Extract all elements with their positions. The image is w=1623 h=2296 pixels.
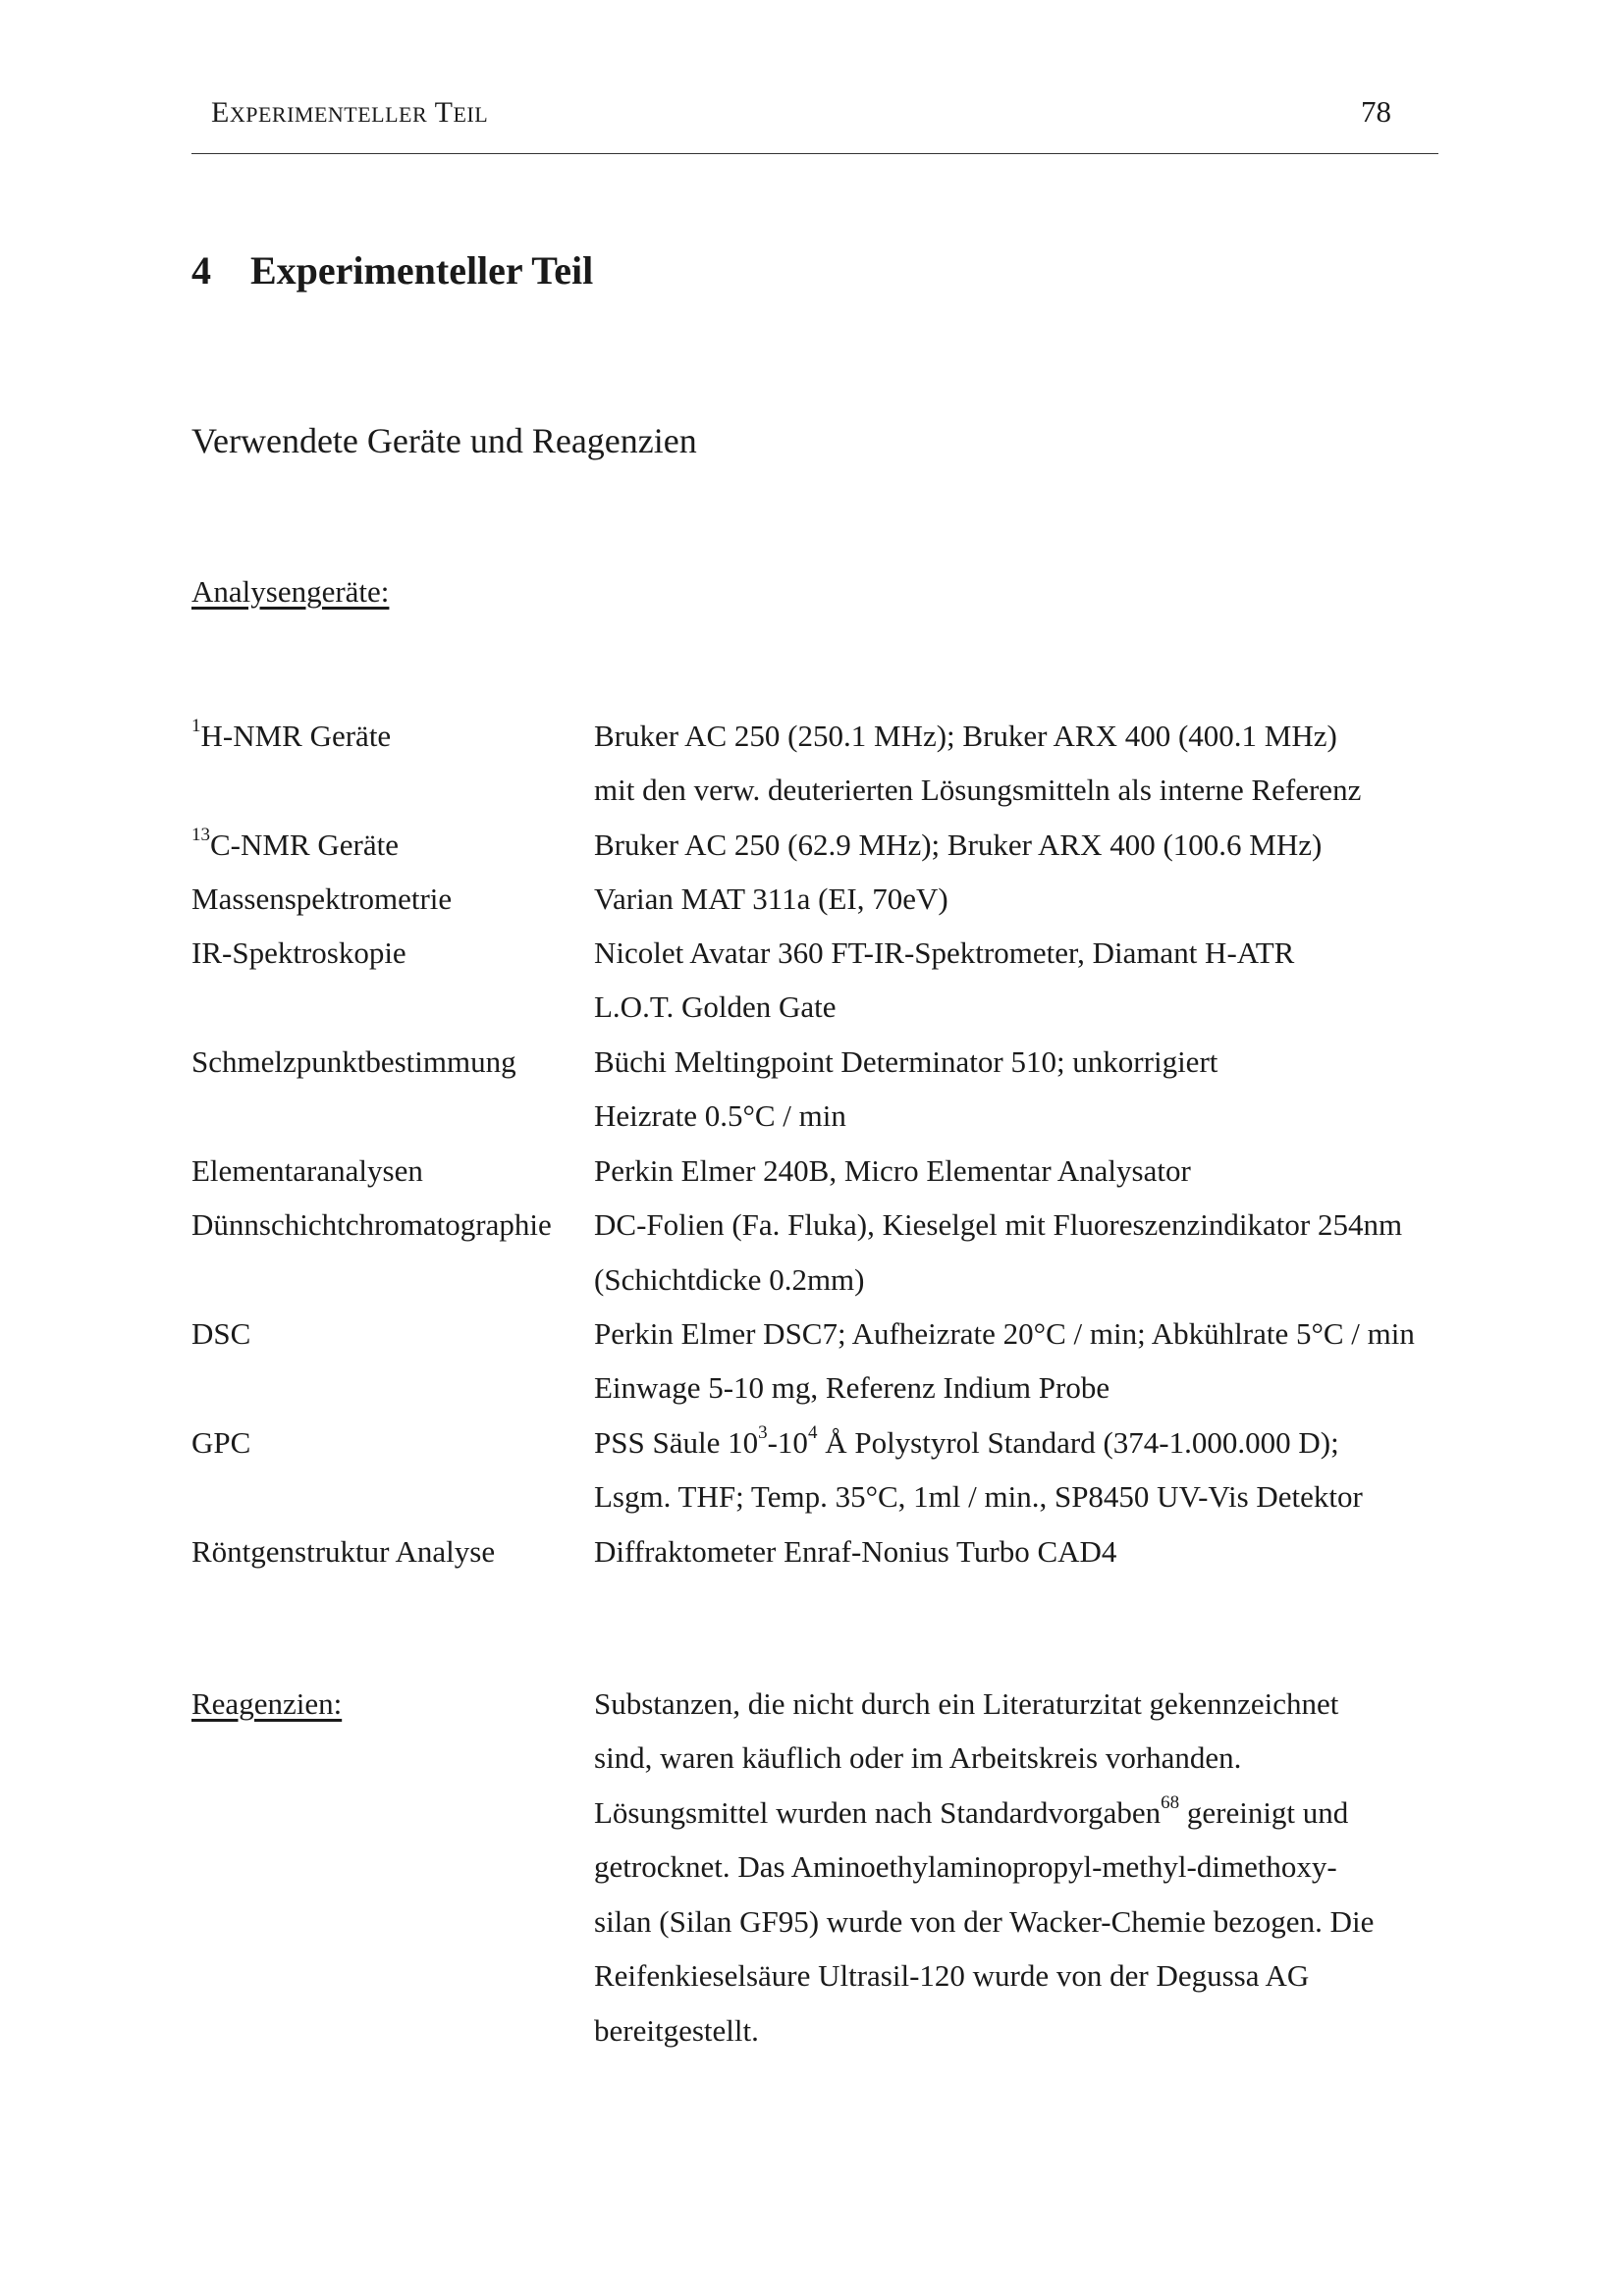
- reagents-text-part: Lösungsmittel wurden nach Standardvorgaben: [594, 1795, 1162, 1830]
- row-label-h-nmr: [191, 716, 392, 754]
- page-number: 78: [1361, 94, 1391, 129]
- row-label: Dünnschichtchromatographie: [191, 1207, 552, 1242]
- row-value: Büchi Meltingpoint Determinator 510; unkorrigiert: [594, 1044, 1218, 1079]
- row-value: Lsgm. THF; Temp. 35°C, 1ml / min., SP8450 UV-Vis Detektor: [594, 1479, 1363, 1514]
- row-value: DC-Folien (Fa. Fluka), Kieselgel mit Fluoreszenzindikator 254nm: [594, 1207, 1403, 1242]
- row-value: L.O.T. Golden Gate: [594, 989, 837, 1024]
- h-nmr-superscript: 1: [191, 716, 201, 736]
- row-value: Nicolet Avatar 360 FT-IR-Spektrometer, Diamant H-ATR: [594, 935, 1295, 970]
- row-label-text: C-NMR Geräte: [210, 828, 399, 862]
- reagents-text-line: bereitgestellt.: [594, 2013, 759, 2048]
- header-title-smallcaps-1: XPERIMENTELLER: [229, 102, 428, 127]
- row-label: Röntgenstruktur Analyse: [191, 1534, 496, 1569]
- gpc-value-part: -10: [767, 1425, 808, 1460]
- row-label-c-nmr: [191, 825, 399, 863]
- row-label: GPC: [191, 1425, 251, 1460]
- row-value: Bruker AC 250 (250.1 MHz); Bruker ARX 400 (400.1 MHz): [594, 719, 1337, 753]
- reagents-text-line: getrocknet. Das Aminoethylaminopropyl-methyl-dimethoxy-: [594, 1849, 1337, 1884]
- header-title-smallcaps-2: EIL: [453, 102, 489, 127]
- reagents-heading: Reagenzien:: [191, 1686, 343, 1721]
- row-label: DSC: [191, 1316, 251, 1351]
- row-value: (Schichtdicke 0.2mm): [594, 1262, 865, 1297]
- row-label: IR-Spektroskopie: [191, 935, 406, 970]
- row-value: Varian MAT 311a (EI, 70eV): [594, 881, 948, 916]
- row-label: Schmelzpunktbestimmung: [191, 1044, 516, 1079]
- analysis-heading: Analysengeräte:: [191, 574, 390, 609]
- row-value: Bruker AC 250 (62.9 MHz); Bruker ARX 400 (100.6 MHz): [594, 828, 1323, 862]
- row-value: Perkin Elmer 240B, Micro Elementar Analysator: [594, 1153, 1191, 1188]
- section-heading: Verwendete Geräte und Reagenzien: [191, 421, 697, 460]
- row-value: Einwage 5-10 mg, Referenz Indium Probe: [594, 1370, 1110, 1405]
- header-title-initial-e: E: [211, 96, 230, 129]
- citation-superscript: 68: [1161, 1792, 1180, 1813]
- running-header: [191, 94, 1438, 153]
- row-label-text: H-NMR Geräte: [200, 719, 392, 753]
- gpc-superscript: 4: [807, 1422, 818, 1443]
- chapter-title: Experimenteller Teil: [250, 248, 594, 293]
- gpc-value-part: Å Polystyrol Standard (374-1.000.000 D);: [817, 1425, 1339, 1460]
- reagents-text-line: sind, waren käuflich oder im Arbeitskreis vorhanden.: [594, 1740, 1242, 1775]
- row-label: Elementaranalysen: [191, 1153, 423, 1188]
- row-value: Perkin Elmer DSC7; Aufheizrate 20°C / min; Abkühlrate 5°C / min: [594, 1316, 1415, 1351]
- row-value-gpc: [594, 1422, 1339, 1461]
- row-label: Massenspektrometrie: [191, 881, 453, 916]
- row-value: Heizrate 0.5°C / min: [594, 1098, 846, 1133]
- c-nmr-superscript: 13: [191, 825, 210, 845]
- gpc-value-part: PSS Säule 10: [594, 1425, 759, 1460]
- reagents-text-line: Reifenkieselsäure Ultrasil-120 wurde von der Degussa AG: [594, 1958, 1310, 1993]
- header-divider: [191, 153, 1438, 154]
- reagents-text-line: silan (Silan GF95) wurde von der Wacker-Chemie bezogen. Die: [594, 1904, 1375, 1939]
- row-value: mit den verw. deuterierten Lösungsmitteln als interne Referenz: [594, 773, 1362, 807]
- reagents-text-line: Substanzen, die nicht durch ein Literaturzitat gekennzeichnet: [594, 1686, 1339, 1721]
- reagents-text-part: gereinigt und: [1179, 1795, 1349, 1830]
- header-title-initial-t: T: [434, 96, 454, 129]
- reagents-text-line: [594, 1792, 1349, 1831]
- chapter-heading: [191, 247, 593, 294]
- row-value: Diffraktometer Enraf-Nonius Turbo CAD4: [594, 1534, 1117, 1569]
- gpc-superscript: 3: [758, 1422, 768, 1443]
- running-header-title: [211, 96, 488, 130]
- chapter-number: 4: [191, 248, 211, 293]
